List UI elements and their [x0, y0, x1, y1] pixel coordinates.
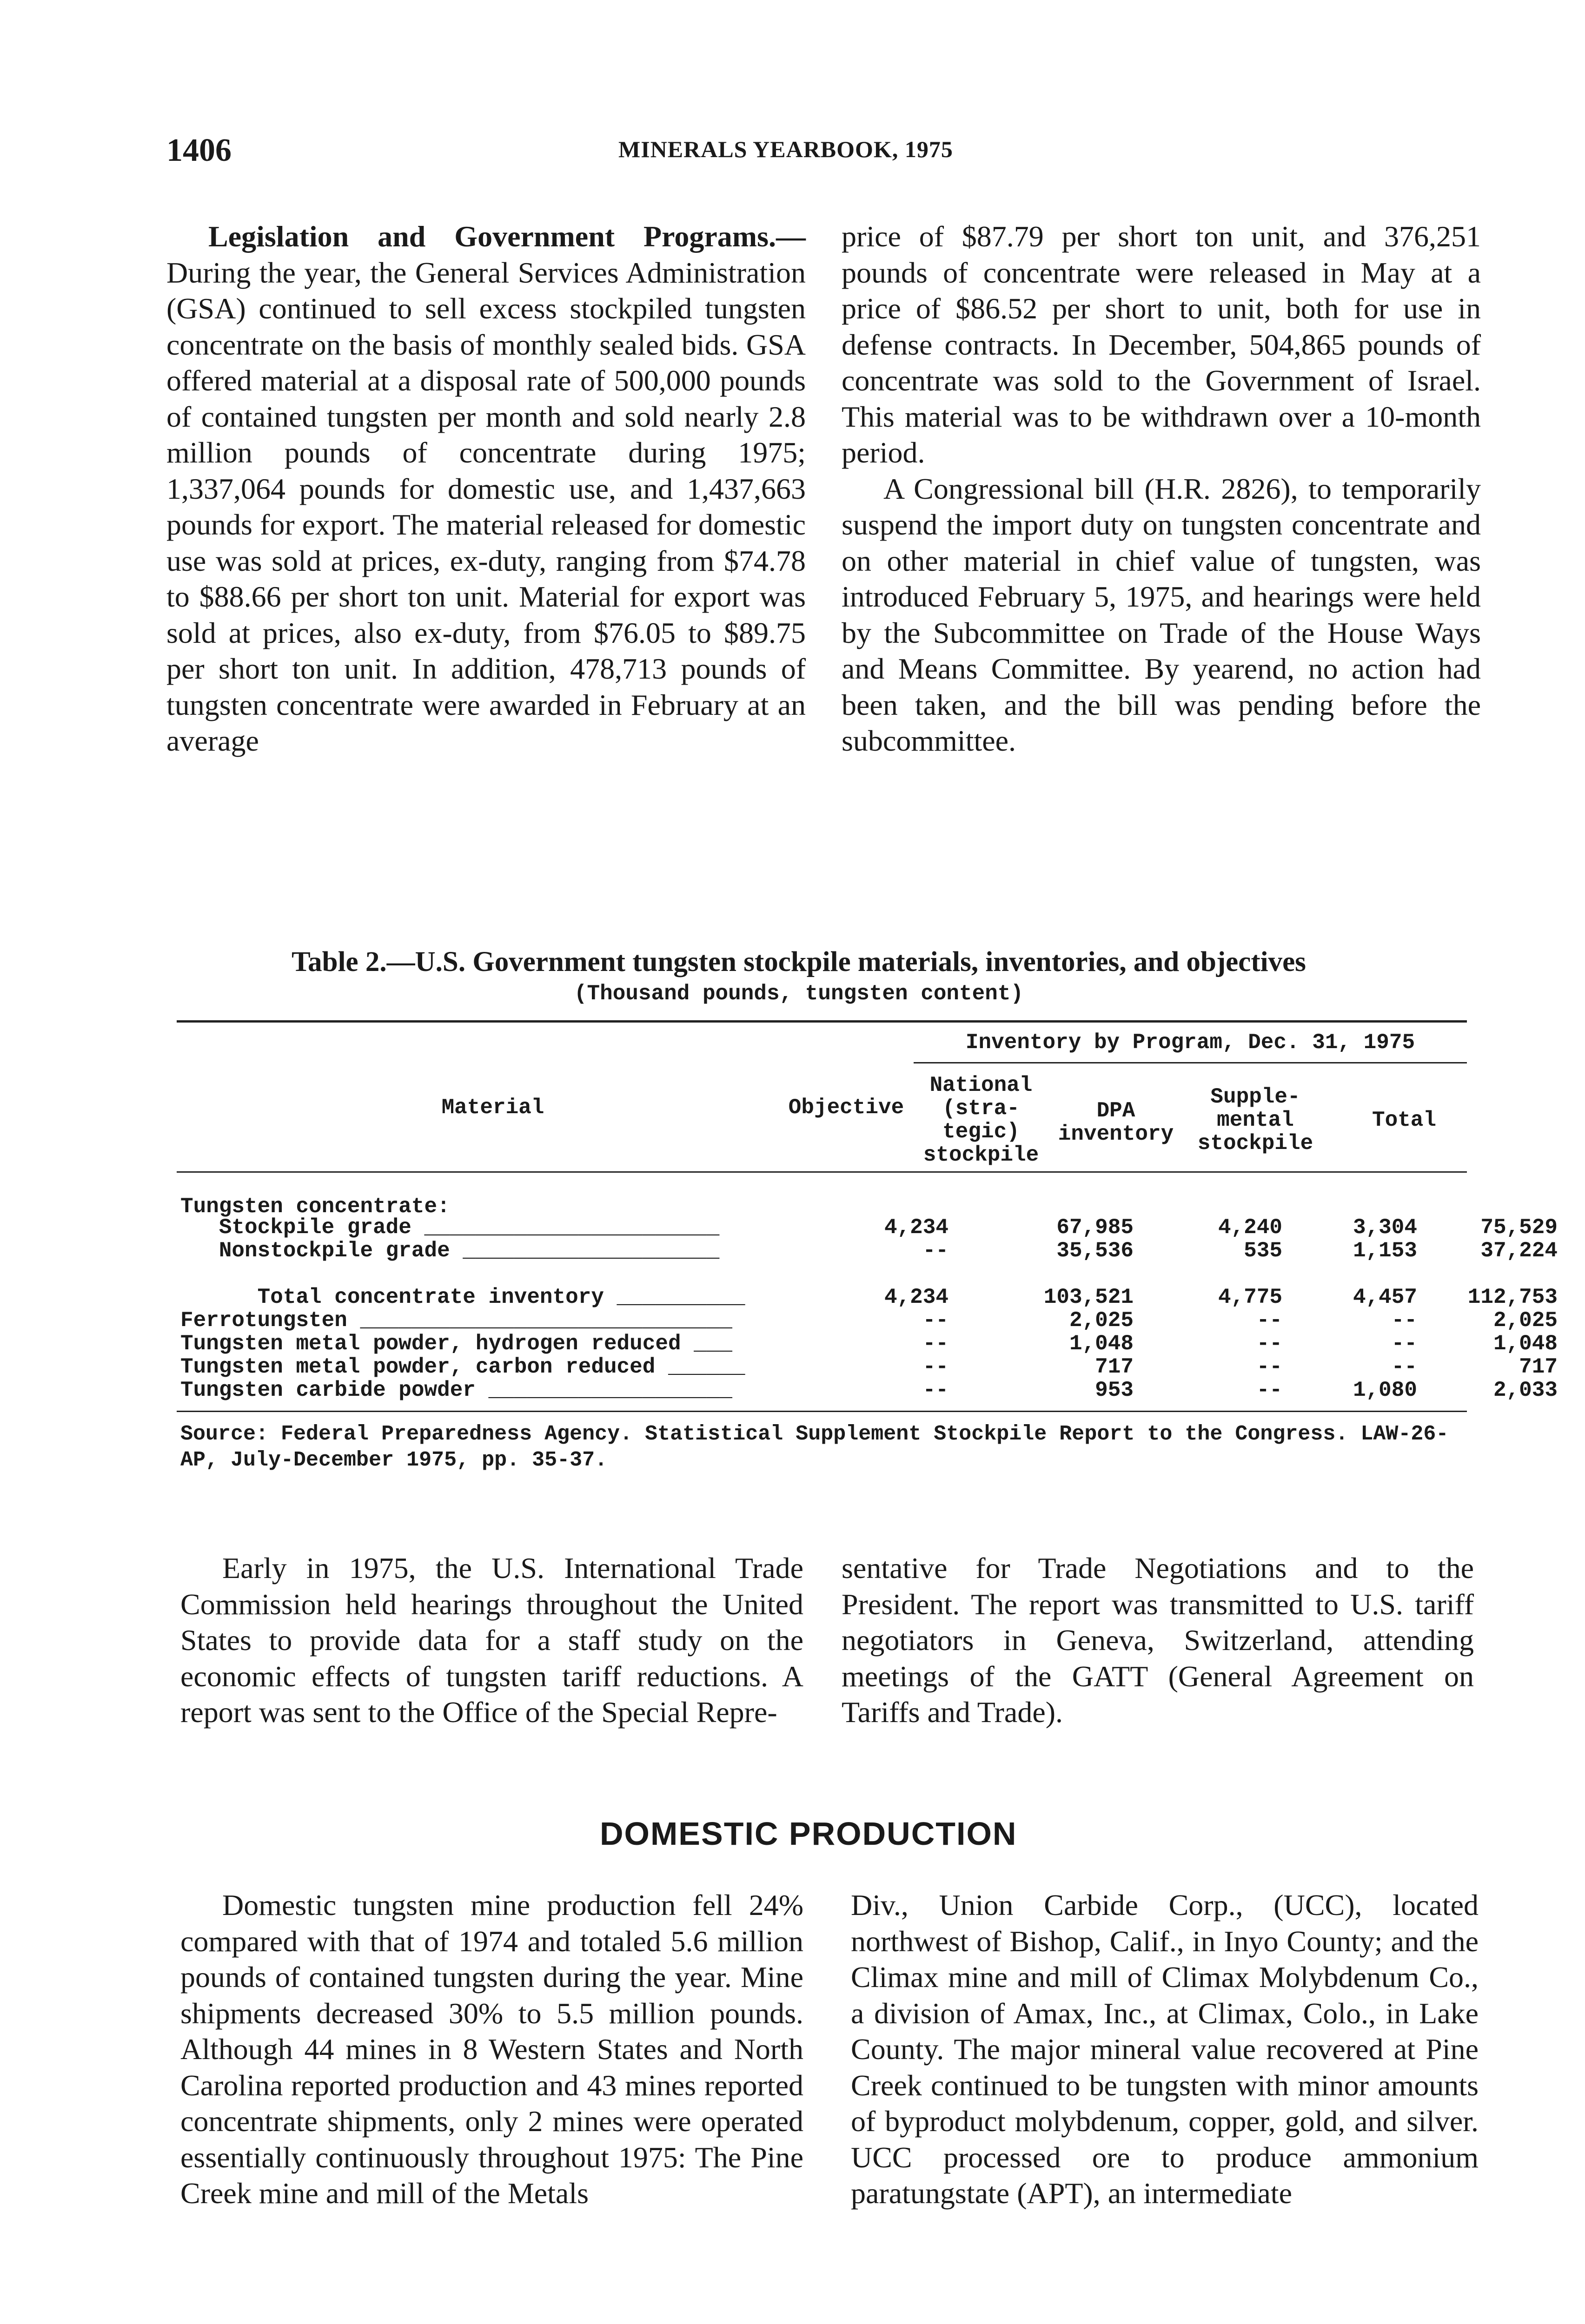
col-header-supplemental: Supple- mental stockpile [1197, 1085, 1313, 1155]
cell-dpa: -- [1256, 1355, 1282, 1379]
table-source-note: Source: Federal Preparedness Agency. Statistical Supplement Stockpile Report to the Congress. LAW-26-AP, July-December 1975, pp. 35-37. [180, 1422, 1449, 1472]
cell-dpa: -- [1256, 1308, 1282, 1333]
row-label: Ferrotungsten _____________________________ [180, 1308, 732, 1333]
cell-total: 717 [1519, 1355, 1558, 1379]
table-subtitle: (Thousand pounds, tungsten content) [574, 982, 1024, 1006]
group-header: Inventory by Program, Dec. 31, 1975 [965, 1030, 1415, 1055]
table-row [180, 1378, 1558, 1402]
running-header-title: MINERALS YEARBOOK, 1975 [618, 136, 953, 162]
cell-dpa: -- [1256, 1332, 1282, 1356]
cell-objective: 4,234 [884, 1215, 948, 1240]
col-header-total: Total [1372, 1108, 1437, 1132]
itc-right-column: sentative for Trade Negotiations and to the President. The report was transmitted to U.S. tariff negotiators in Geneva, Switzerland, attending meetings of the GATT (General Agreement on Tariffs and Trade). [842, 1552, 1474, 1729]
table-title: Table 2.—U.S. Government tungsten stockpile materials, inventories, and objectives [292, 946, 1306, 977]
table-group-label: Tungsten concentrate: [180, 1195, 450, 1219]
cell-total: 1,048 [1493, 1332, 1558, 1356]
row-label: Total concentrate inventory __________ [180, 1285, 745, 1309]
cell-objective: 4,234 [884, 1285, 948, 1309]
row-label: Stockpile grade _______________________ [180, 1215, 720, 1240]
cell-supplemental: -- [1391, 1308, 1417, 1333]
cell-objective: -- [922, 1378, 948, 1402]
cell-supplemental: 4,457 [1353, 1285, 1417, 1309]
cell-objective: -- [922, 1239, 948, 1263]
table-bottom-rule [177, 1411, 1467, 1412]
table-row [180, 1215, 1558, 1240]
legislation-right-paragraph-2: A Congressional bill (H.R. 2826), to temporarily suspend the import duty on tungsten concentrate and on other material in chief value of tungsten, was introduced February 5, 1975, and hearings were held by the Subcommittee on Trade of the House Ways and Means Committee. By yearend, no action had been taken, and the bill was pending before the subcommittee. [842, 472, 1481, 757]
col-header-dpa: DPA inventory [1058, 1099, 1174, 1146]
row-label: Tungsten metal powder, carbon reduced ______ [180, 1355, 745, 1379]
row-label: Nonstockpile grade ____________________ [180, 1239, 720, 1263]
cell-dpa: -- [1256, 1378, 1282, 1402]
cell-total: 75,529 [1480, 1215, 1558, 1240]
cell-supplemental: 3,304 [1353, 1215, 1417, 1240]
cell-total: 2,025 [1493, 1308, 1558, 1333]
table-row [180, 1332, 1558, 1356]
domestic-left-column: Domestic tungsten mine production fell 24% compared with that of 1974 and totaled 5.6 million pounds of contained tungsten during the year. Mine shipments decreased 30% to 5.5 million pounds. Although 44 mines in 8 Western States and North Carolina reported production and 43 mines reported concentrate shipments, only 2 mines were operated essentially continuously throughout 1975: The Pine Creek mine and mill of the Metals [180, 1888, 803, 2210]
table-row [180, 1239, 1558, 1263]
domestic-right-column: Div., Union Carbide Corp., (UCC), located northwest of Bishop, Calif., in Inyo County; and the Climax mine and mill of Climax Molybdenum Co., a division of Amax, Inc., at Climax, Colo., in Lake County. The major mineral value recovered at Pine Creek continued to be tungsten with minor amounts of byproduct molybdenum, copper, gold, and silver. UCC processed ore to produce ammonium paratungstate (APT), an intermediate [851, 1888, 1479, 2210]
cell-national: 953 [1095, 1378, 1134, 1402]
col-header-national: National (stra- tegic) stockpile [923, 1073, 1039, 1167]
cell-objective: -- [922, 1355, 948, 1379]
cell-total: 37,224 [1480, 1239, 1558, 1263]
cell-supplemental: -- [1391, 1355, 1417, 1379]
col-header-material: Material [441, 1096, 544, 1120]
row-label: Tungsten carbide powder ___________________ [180, 1378, 732, 1402]
header-bottom-rule [177, 1171, 1467, 1173]
cell-supplemental: 1,153 [1353, 1239, 1417, 1263]
col-header-objective: Objective [788, 1096, 904, 1120]
table-row [180, 1308, 1558, 1333]
section-title-domestic-production: DOMESTIC PRODUCTION [600, 1816, 1017, 1852]
table-top-rule [177, 1020, 1467, 1023]
cell-national: 2,025 [1069, 1308, 1134, 1333]
cell-dpa: 535 [1244, 1239, 1282, 1263]
itc-left-column: Early in 1975, the U.S. International Trade Commission held hearings throughout the United States to provide data for a staff study on the economic effects of tungsten tariff reductions. A report was sent to the Office of the Special Repre- [180, 1552, 803, 1729]
cell-dpa: 4,775 [1218, 1285, 1282, 1309]
cell-national: 717 [1095, 1355, 1134, 1379]
cell-total: 2,033 [1493, 1378, 1558, 1402]
cell-national: 67,985 [1056, 1215, 1134, 1240]
cell-national: 103,521 [1043, 1285, 1134, 1309]
cell-national: 35,536 [1056, 1239, 1134, 1263]
legislation-heading: Legislation and Government Programs.— [208, 220, 806, 253]
group-header-rule [914, 1062, 1467, 1063]
legislation-left-column [166, 218, 806, 759]
legislation-right-paragraph-1: price of $87.79 per short ton unit, and 376,251 pounds of concentrate were released in May at a price of $86.52 per short to unit, both for use in defense contracts. In December, 504,865 pounds of concentrate was sold to the Government of Israel. This material was to be withdrawn over a 10-month period. [842, 220, 1481, 469]
legislation-right-column [842, 218, 1481, 759]
cell-supplemental: -- [1391, 1332, 1417, 1356]
cell-objective: -- [922, 1308, 948, 1333]
cell-national: 1,048 [1069, 1332, 1134, 1356]
legislation-left-text: During the year, the General Services Administration (GSA) continued to sell excess stockpiled tungsten concentrate on the basis of monthly sealed bids. GSA offered material at a disposal rate of 500,000 pounds of contained tungsten per month and sold nearly 2.8 million pounds of concentrate during 1975; 1,337,064 pounds for domestic use, and 1,437,663 pounds for export. The material released for domestic use was sold at prices, ex-duty, ranging from $74.78 to $88.66 per short ton unit. Material for export was sold at prices, also ex-duty, from $76.05 to $89.75 per short ton unit. In addition, 478,713 pounds of tungsten concentrate were awarded in February at an average [166, 256, 806, 757]
cell-objective: -- [922, 1332, 948, 1356]
row-label: Tungsten metal powder, hydrogen reduced ___ [180, 1332, 732, 1356]
cell-dpa: 4,240 [1218, 1215, 1282, 1240]
table-row [180, 1285, 1558, 1309]
table-row [180, 1355, 1558, 1379]
page-number: 1406 [166, 132, 232, 168]
cell-supplemental: 1,080 [1353, 1378, 1417, 1402]
cell-total: 112,753 [1467, 1285, 1558, 1309]
